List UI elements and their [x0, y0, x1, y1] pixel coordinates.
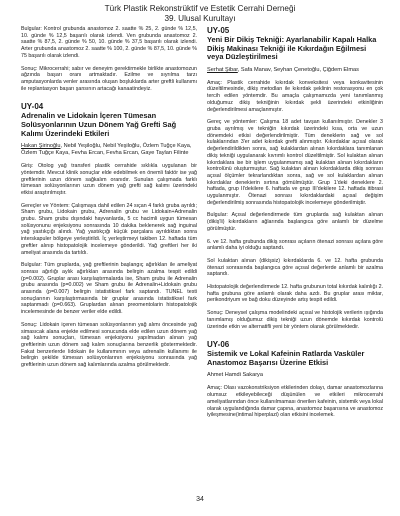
uy05-results-2: 6. ve 12. hafta grubunda dikiş sonrası açıların ötenazi sonrası açılara göre anlamlı daha iyi olduğu saptandı. [207, 238, 383, 252]
right-column [207, 26, 383, 425]
uy05-results: Bulgular: Açısal değerlendirmede tüm gruplarda sağ kulaktan alınan (dikiş'li) kıkırdakların ağlarında başlangıca göre anlamlı bir düzelme görülmüştür. [207, 212, 383, 232]
uy04-presenting-author: Hakan Şirinoğlu [21, 143, 61, 150]
uy04-coauthors: , Nebil Yeşiloğlu, Nebil Yeşiloğlu, Özlem Tuğçe Kaya, Özlem Tuğçe Kaya, Fevha Ercan, Fevha Ercan, Gaye Taylan Filinte [21, 143, 192, 157]
page-number: 34 [196, 496, 204, 503]
uy06-code: UY-06 [207, 340, 230, 350]
uy04-title: Adrenalin ve Lidokain İçeren Tümesan Solüsyonlarının Uzun Dönem Yağ Grefti Sağ Kalımı Üzerindeki Etkileri [21, 111, 177, 138]
uy04-introduction: Giriş: Otolog yağ transferi plastik cerrahide sıklıkla uygulanan bir yöntemdir. Mevcut klinik sonuçlar elde edebilmek en önemli faktör ise yağ greftlerinin uzun dönem sağkalım oranıdır. Sunulan çalışmada farklı tümesan solüsyonlarının uzun dönem yağ grefti sağ kalımı üzerindeki etkisi araştırılmıştır. [21, 163, 197, 196]
uy05-aim: Amaç: Plastik cerrahide kıkırdak konveksitesi veya konkavitesinin düzeltilmesinde, dikiş metodları ile kıkırdak şeklinin restorasyonu en çok tercih edilen yöntemdir. Bu amaçla çalışmamızda yeni tanımlanmış olduğumuz dikiş tekniğinin kıkırdak şekli üzerindeki etkinliğinin değerlendirilmesi amaçlanmıştır. [207, 79, 383, 113]
uy05-authors [207, 67, 383, 74]
uy05-histopathology: Histopatolojik değerlendirmede 12. hafta grubunun total kıkırdak kalınlığı 2. hafta grubuna göre anlamlı olarak daha azdı. Bu gruplar arası miktar, perikondriyum ve bağ doku düzeyinde artış tespit edildi. [207, 284, 383, 304]
uy05-methods: Gereç ve yöntemler: Çalışma 18 adet tavşan kullanılmıştır. Denekler 3 gruba ayrılmış ve tekniğin kıkırdak üzerindeki kısa, orta ve uzun dönemdeki etkisi değerlendirilmiştir. Tüm deneklerin sağ ve sol kulaklarından 3'er adet kıkırdak grefti alınmıştır. Kıkırdaklar açısal olarak değerlendirildikten sonra, sağ kulaklardan alınan kıkırdaklara tanımlanan dikiş tekniği uygulanarak kıvrımlı kontrol düzeltilmiştir. Sol kulaktan alınan kıkırdaklara ise bir işlem uygulanmamış sağ kulaktan alınan kıkırdakların kontrolünü oluşturmuştur. Sağ kulaktan alınan kıkırdaklarda dikiş sonrası açısal ölçümler tekrarlandıktan sonra, sağ ve sol kulaklardan alınan kıkırdaklar denekierin sırtına gömülmüştür. Grup 1'deki deneklere 2. haftada, grup II'dekilere 6. haftada ve grup III'dekilere 12. haftada itibrasi uygulanmıştır. Ötenazi sonrası kıkırdaklardaki açısal değişim değerlendirilmiş sonrasında histopatolojik incelemeye gönderilmiştir. [207, 119, 383, 206]
uy04-results: Bulgular: Tüm gruplarda, yağ greftlerinin başlangıç ağırlıkları ile ameliyat sonrası ağırlığı aylık ağırlıkları arasında belirgin azalma tespit edildi (p=0.002). Gruplar arası karşılaştırmalarda ise, Sham grubu ile Adrenalin grubu arasında (p=0.002) ve Sham grubu ile Adrenalin+Lidokain grubu arasında (p=0.007) belirgin istatistiksel fark saptandı. TUNEL testi sonuçlarının karşılaştırmasında bir gruplar arasında istatistiksel fark saptanmadı (p=0.663). Gruplardan alınan preomentolarin histopatolojik incelemesinde de benzer veriler elde edildi. [21, 262, 197, 316]
header-congress: 39. Ulusal Kurultayı [164, 14, 236, 23]
uy05-conclusion: Sonuç: Deneysel çalışma modelindeki açısal ve histolojik verilerin ışığında tanımlamış olduğumuz dikiş tekniği uzun dönemde kıkırdak kontrolü üzerinde etkin ve alternatifli yeni bir yöntem olarak görülmektedir. [207, 310, 383, 330]
uy04-methods: Gereçler ve Yöntem: Çalışmaya dahil edilen 24 sıçan 4 farklı gruba ayrıldı; Sham grubu, Lidokain grubu, Adrenalin grubu ve Lidokain+Adrenalin grubu. Sham grubu dışındaki hayvanlarda, 5 cc hacimli uygun tümesan solüsyonunu enjeksiyonu sonrasında 10 dakika beklenerek sağ inguinal yağ yastıkçığı alındı. Yağ yastıkçığı küçük parçalara ayrıldıktan sonra interskapuler bölgeye yerleştirildi. İç yerleştirmeyi takiben 12. haftada tüm greftler alınıp histopatolojik incelemeye gönderildi. Yağ greftleri her iki ameliyat arasında da tartıldı. [21, 202, 197, 256]
uy06-title: Sistemik ve Lokal Kafeinin Ratlarda Vasküler Anastomoz Başarısı Üzerine Etkisi [207, 349, 365, 367]
uy03-conclusion: Sonuç: Mikrocerrahi; sabır ve deneyim gerektirmekle birlikte anastomozun ağzında başarı oranı artmaktadır. Ezilme ve sıyrılma tarzı amputasyonlarda venler arasında oluşan boşluklarda arter greftli kullanımı ile replantasyon başarı şansının artacağı kanaatindeyiz. [21, 65, 197, 92]
uy04-conclusion: Sonuç: Lidokain içeren tümesan solüsyonlarının yağ alımı öncesinde yağ simasıcak alana enjekte edilmesi sonucunda elde edilen uzun dönem yağ sağ kalımı sonuçları, tümesan enjeksiyonu yapılmadan alınan yağ greftlerinin uzun dönem sağ kalım sonuçlarına benzerlik göstermektedir. Fakat benzerlerde lidokain ile kullanımının veya adrenalin kullanımı ile belirgin şekilde tümesan solüsyonlarının enjeksiyonu sonrasında yağ greftlerinin uzun dönem sağ kalımlarında azalma görülmektedir. [21, 321, 197, 369]
uy05-coauthors: , Safa Manav, Seyhan Çenetoğlu, Çiğdem Elmas [237, 66, 359, 73]
uy03-results: Bulgular: Kontrol grubunda anastomoz 2. saatte % 25, 2. günde % 12,5, 10. günde % 12,5 başarılı olarak izlendi. Ven grubunda anastomoz 2. saatte % 87,5, 2. günde % 50, 10. günde % 37,5 başarılı olarak izlendi. Arter grubunda anastomoz 2. saatte % 100, 2. günde % 87,5, 10. günde % 75 başarılı olarak izlendi. [21, 26, 197, 59]
uy04-code: UY-04 [21, 102, 44, 112]
uy05-presenting-author: Serhat Şibar [207, 66, 238, 73]
uy05-title: Yeni Bir Dikiş Tekniği: Ayarlanabilir Kapalı Halka Dikiş Makinası Tekniği ile Kıkırdağın Eğilmesi veya Düzleştirilmesi [207, 35, 377, 62]
uy05-code: UY-05 [207, 26, 230, 35]
header-society: Türk Plastik Rekonstrüktif ve Estetik Cerrahi Derneği [104, 4, 296, 13]
uy06-aim: Amaç: Olası vazokonstriksiyon etkilerinden dolayı, damar anastomozlarına olumsuz etkileyebileceği düşünülen ve etkileri mikrocerrahi ameliyatlarından önce kullanılmaması önerilen kafeinin, sistemik veya lokal olarak uygulandığında damar çapına, anastomoz başarısına ve anastomoz iyileşmesine(intimal hiperplazi) olan etkisini incelemek. [207, 385, 383, 419]
uy06-authors: Ahmet Hamdi Sakarya [207, 372, 263, 379]
page-header [0, 4, 400, 24]
uy05-results-3: Sol kulaktan alınan (dikişsiz) kıkırdaklarda 6. ve 12. hafta grubunda ötenazi sonrasında başlangıca göre açısal değerlerde anlamlı bir azalma saptandı. [207, 257, 383, 278]
left-column [21, 26, 197, 375]
uy04-authors [21, 143, 197, 157]
